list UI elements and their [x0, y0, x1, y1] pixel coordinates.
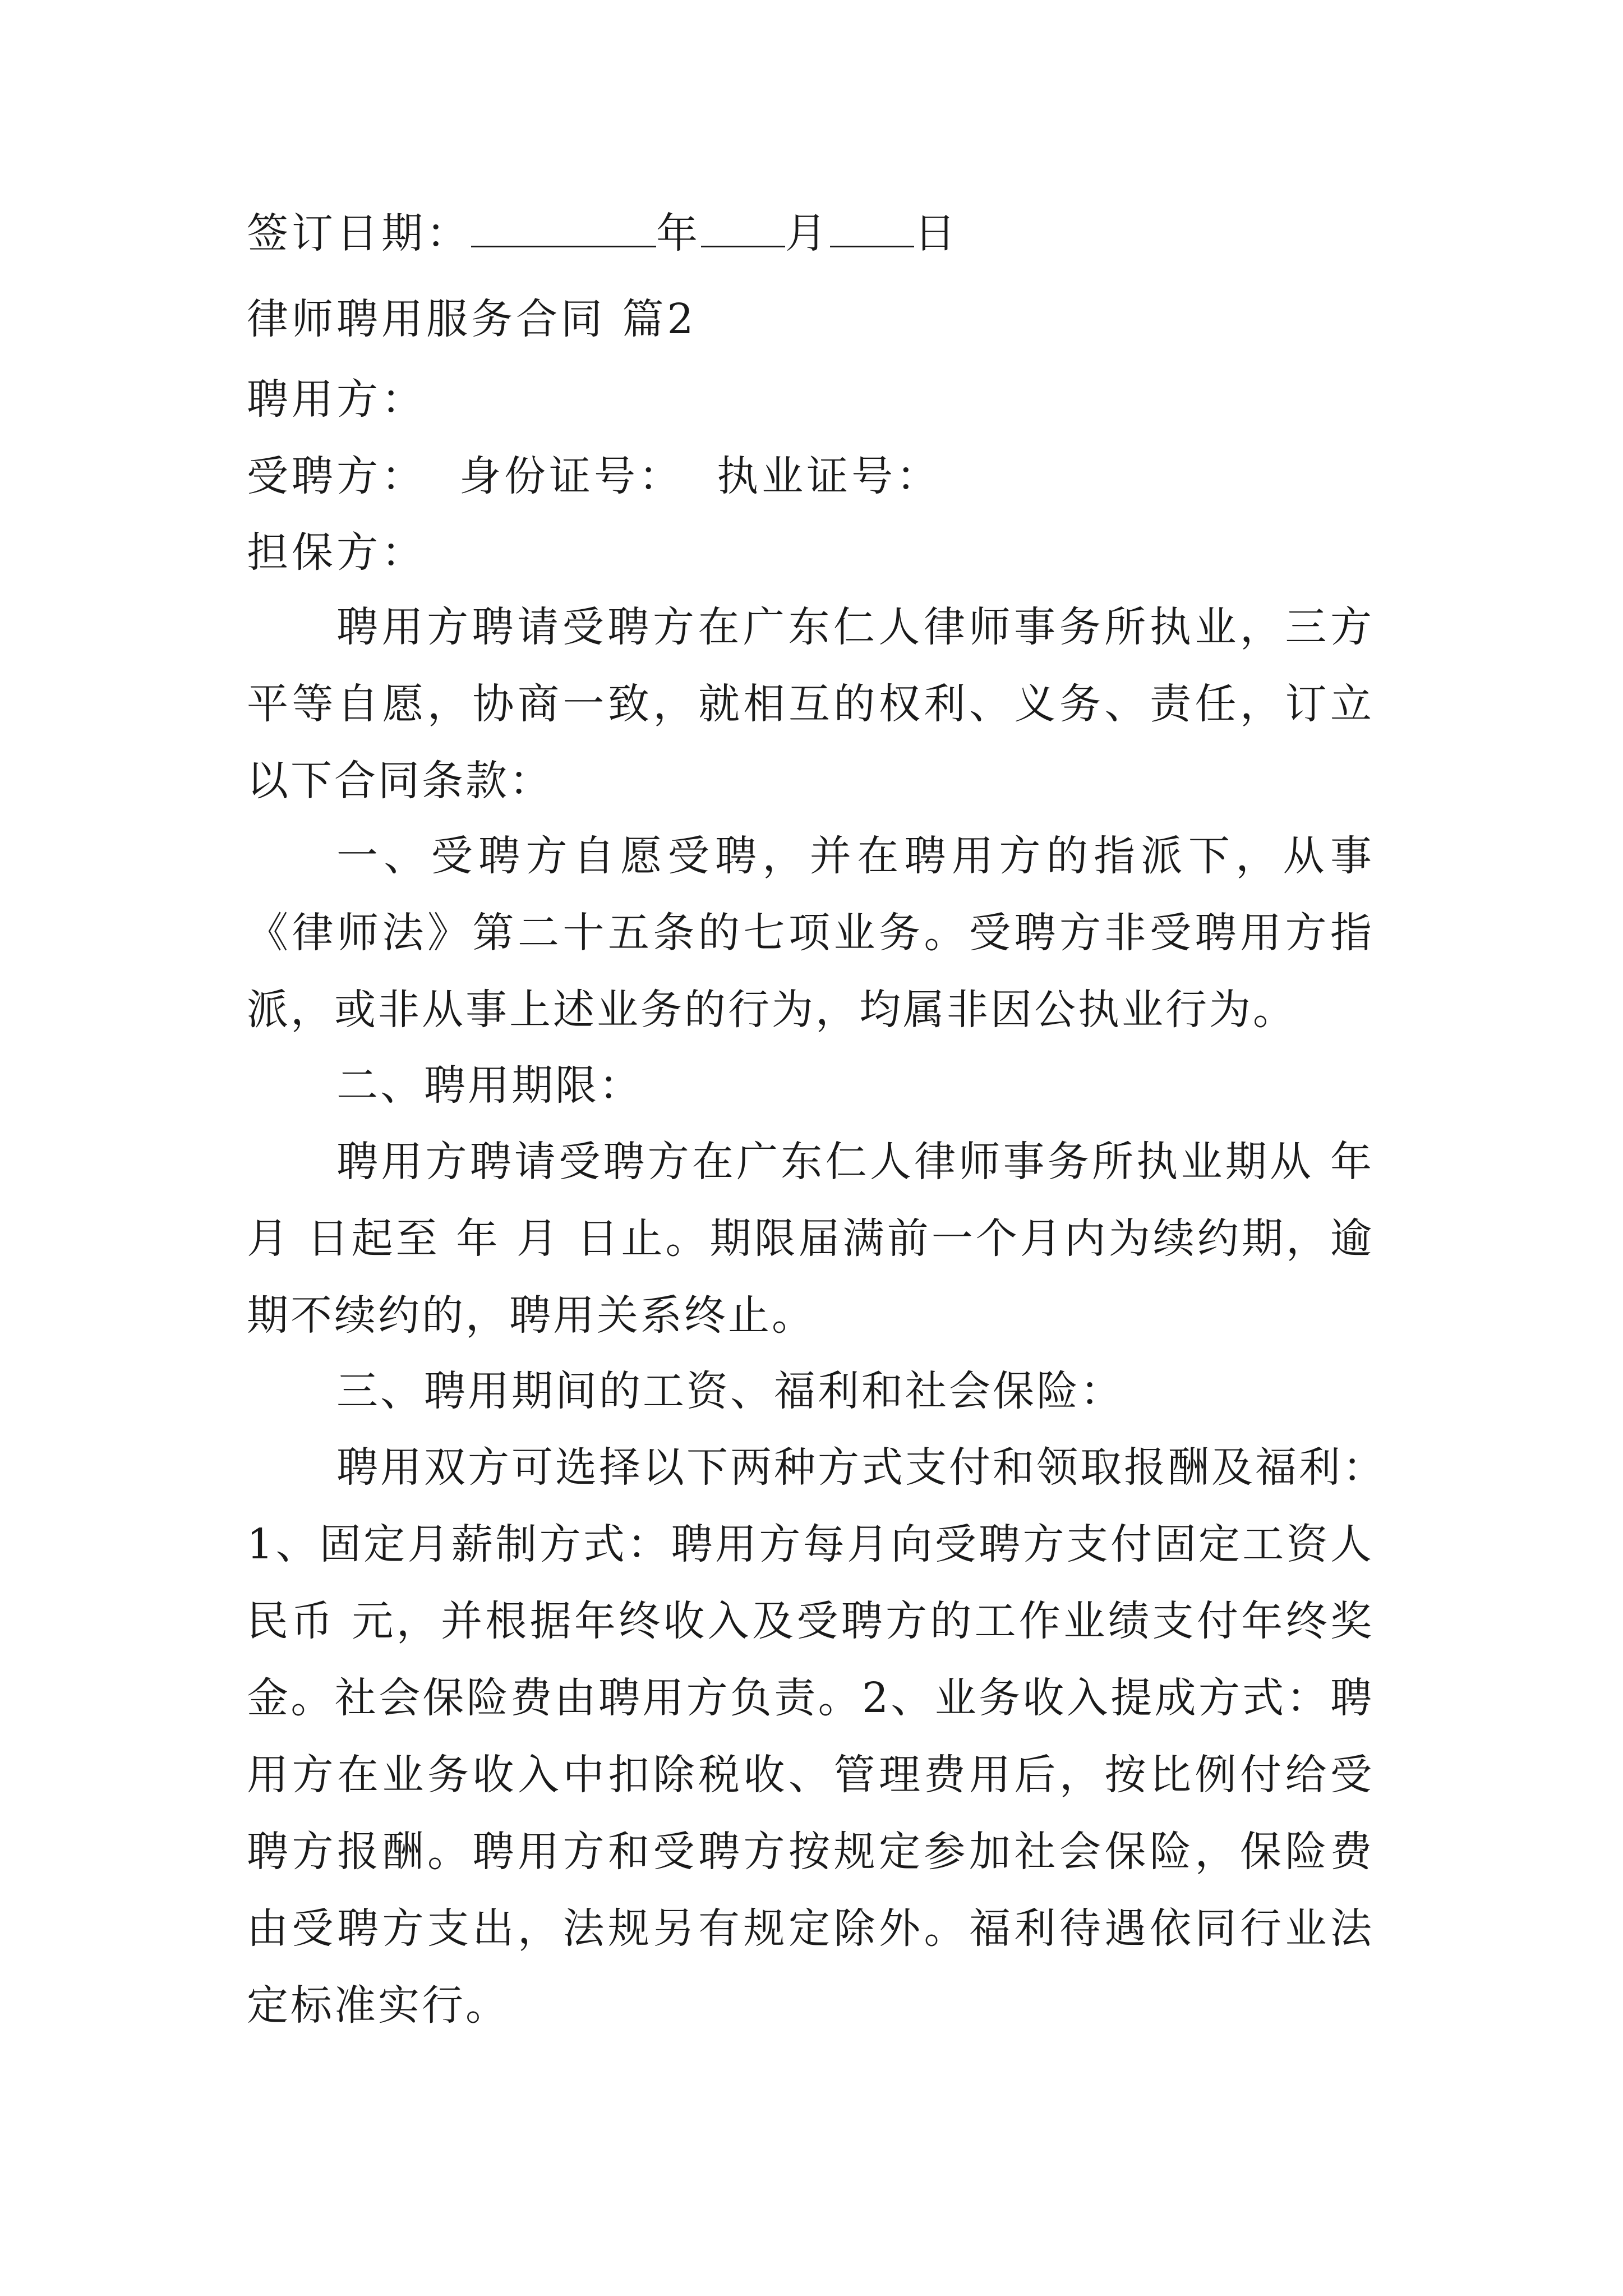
- clause-3-body: 1、固定月薪制方式：聘用方每月向受聘方支付固定工资人民币 元，并根据年终收入及受聘方的工作业绩支付年终奖金。社会保险费由聘用方负责。2、业务收入提成方式：聘用方在业务收入中扣除税收、管理费用后，按比例付给受聘方报酬。聘用方和受聘方按规定参加社会保险，保险费由受聘方支出，法规另有规定除外。福利待遇依同行业法定标准实行。: [247, 1520, 1374, 2030]
- year-blank: [471, 212, 656, 247]
- employee-line: 受聘方： 身份证号： 执业证号：: [247, 452, 942, 500]
- clause-2-heading: 二、聘用期限：: [336, 1061, 643, 1110]
- month-label: 月: [785, 209, 830, 257]
- clause-2-body: 聘用方聘请受聘方在广东仁人律师事务所执业期从 年 月 日起至 年 月 日止。期限届满前一个月内为续约期，逾期不续约的，聘用关系终止。: [247, 1138, 1374, 1340]
- document-title: 律师聘用服务合同 篇2: [247, 295, 697, 343]
- intro-paragraph: 聘用方聘请受聘方在广东仁人律师事务所执业，三方平等自愿，协商一致，就相互的权利、义务、责任，订立以下合同条款：: [247, 603, 1374, 805]
- clause-3-heading: 三、聘用期间的工资、福利和社会保险：: [336, 1367, 1124, 1415]
- guarantor-line: 担保方：: [247, 528, 426, 577]
- clause-3-lead: 聘用双方可选择以下两种方式支付和领取报酬及福利：: [336, 1443, 1386, 1492]
- day-blank: [830, 212, 914, 247]
- signing-date-line: [247, 209, 1368, 257]
- year-label: 年: [656, 209, 701, 257]
- employer-line: 聘用方：: [247, 375, 426, 424]
- month-blank: [701, 212, 785, 247]
- clause-1-paragraph: 一、受聘方自愿受聘，并在聘用方的指派下，从事《律师法》第二十五条的七项业务。受聘方非受聘用方指派，或非从事上述业务的行为，均属非因公执业行为。: [247, 832, 1374, 1034]
- signing-date-label: 签订日期：: [247, 209, 471, 257]
- day-label: 日: [914, 209, 959, 257]
